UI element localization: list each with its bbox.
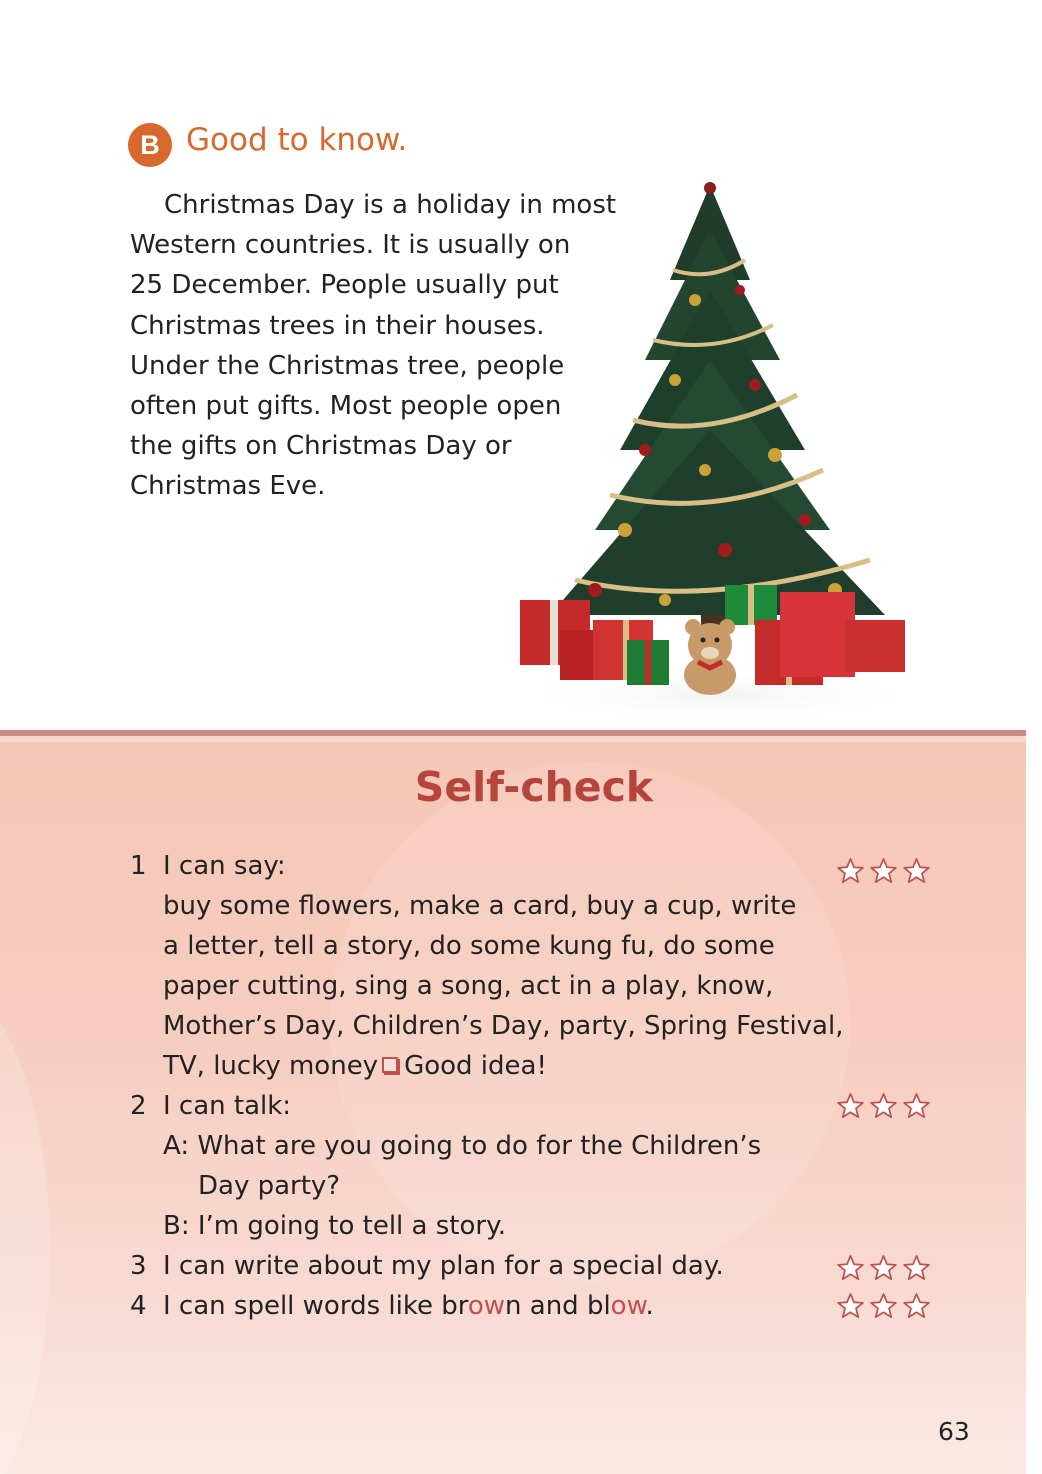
text-part: . [645,1291,654,1321]
paragraph-line: Under the Christmas tree, people [130,350,565,381]
star-icon[interactable] [902,857,931,886]
section-title: Good to know. [186,122,408,158]
star-icon[interactable] [902,1092,931,1121]
christmas-tree-illustration [505,150,945,730]
paragraph-line: the gifts on Christmas Day or [130,431,512,462]
item-number: 3 [130,1251,147,1281]
item-number: 1 [130,851,147,881]
paragraph-line: Christmas Day is a holiday in most [164,190,617,220]
star-icon[interactable] [836,1092,865,1121]
item-line: a letter, tell a story, do some kung fu, do some [163,931,775,961]
star-icon[interactable] [869,857,898,886]
item-heading: I can write about my plan for a special day. [163,1251,724,1281]
rating-stars-3[interactable] [836,1254,931,1284]
dialogue-line: A: What are you going to do for the Children’s [163,1131,762,1161]
rating-stars-1[interactable] [836,857,931,887]
item-line: buy some flowers, make a card, buy a cup, write [163,891,797,921]
rating-stars-2[interactable] [836,1092,931,1122]
paragraph-line: often put gifts. Most people open [130,391,562,422]
rating-stars-4[interactable] [836,1292,931,1322]
highlight-letters: ow [467,1291,506,1321]
paragraph-line: 25 December. People usually put [130,270,559,301]
star-icon[interactable] [869,1092,898,1121]
item-line: paper cutting, sing a song, act in a play, know, [163,971,774,1001]
item-line-with-icon [163,1051,547,1081]
star-icon[interactable] [836,1254,865,1283]
text-part: I can spell words like br [163,1291,468,1321]
item-number: 2 [130,1091,147,1121]
highlight-letters: ow [610,1291,646,1321]
star-icon[interactable] [902,1254,931,1283]
speech-square-icon [382,1057,398,1073]
paragraph-line: Christmas Eve. [130,471,326,502]
star-icon[interactable] [869,1254,898,1283]
item-heading: I can talk: [163,1091,292,1121]
item-line: Mother’s Day, Children’s Day, party, Spring Festival, [163,1011,844,1041]
self-check-title: Self-check [414,763,654,811]
decorative-shape [0,992,50,1474]
dialogue-line: Day party? [198,1171,341,1201]
dialogue-line: B: I’m going to tell a story. [163,1211,507,1241]
item-heading: I can say: [163,851,286,881]
item-number: 4 [130,1291,147,1321]
paragraph-line: Western countries. It is usually on [130,230,571,261]
star-icon[interactable] [869,1292,898,1321]
item-heading [163,1291,654,1321]
text-part: n and bl [505,1291,611,1321]
paragraph-line: Christmas trees in their houses. [130,310,545,341]
star-icon[interactable] [902,1292,931,1321]
star-icon[interactable] [836,857,865,886]
section-badge: B [128,123,172,167]
page-number: 63 [938,1417,970,1446]
item-extra: Good idea! [404,1051,547,1081]
star-icon[interactable] [836,1292,865,1321]
item-line: TV, lucky money [163,1051,379,1081]
